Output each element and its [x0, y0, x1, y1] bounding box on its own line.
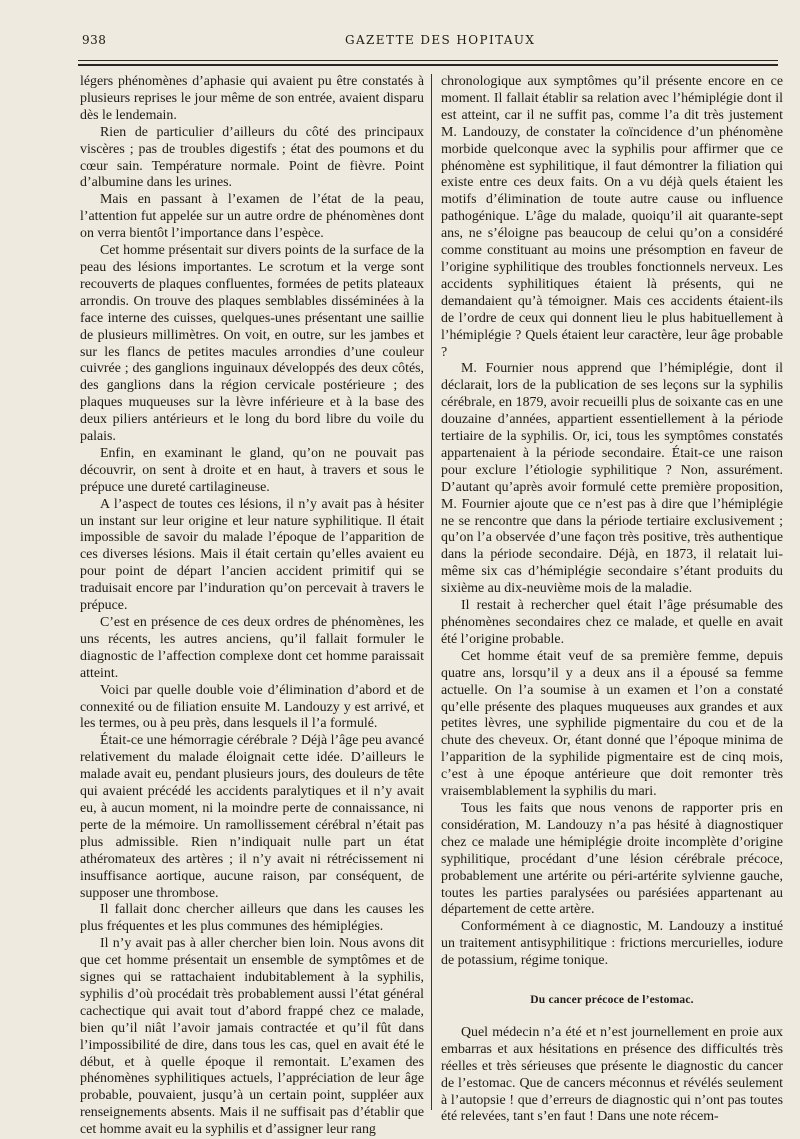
paragraph: légers phénomènes d’aphasie qui avaient pu être constatés à plusieurs reprises le jour même de son entrée, avaient disparu dès le lendemain. — [80, 74, 424, 123]
paragraph: Quel médecin n’a été et n’est journellement en proie aux embarras et aux hésitations en présence des difficultés très réelles et très sérieuses que présente le diagnostic du cancer de l’estomac. Que de cancers méconnus et révélés seulement à l’autopsie ! que d’erreurs de diagnostic qui n’ont pas toutes été relevées, tant s’en faut ! Dans une note récem- — [441, 1024, 783, 1125]
header-rule — [78, 60, 778, 61]
paragraph: Mais en passant à l’examen de l’état de la peau, l’attention fut appelée sur un autre ordre de phénomènes dont on verra bientôt l’importance dans l’espèce. — [80, 192, 424, 242]
paragraph: Cet homme présentait sur divers points de la surface de la peau des lésions importantes. Le scrotum et la verge sont recouverts de plaques confluentes, formées de petits plateaux arrondis. On trouve des plaques semblables disséminées à la face interne des cuisses, quelques-unes présentant une saillie de plusieurs millimètres. On voit, en outre, sur les jambes et sur les flancs de petites macules arrondies d’une couleur cuivrée ; des ganglions inguinaux développés des deux côtés, des ganglions dans la région cervicale postérieure ; des plaques muqueuses sur la lèvre inférieure et à la base des deux piliers antérieurs et le long du bord libre du voile du palais. — [80, 243, 424, 445]
paragraph: Il n’y avait pas à aller chercher bien loin. Nous avons dit que cet homme présentait un ensemble de symptômes et de signes qui se rattachaient indubitablement à la syphilis, syphilis d’où procédait très probablement aussi l’état général cachectique qui avait tout d’abord frappé chez ce malade, bien qu’il niât l’avoir jamais contractée et qu’il fût dans l’impossibilité de dire, dans tous les cas, quel en avait été le début, et à quelle époque il remontait. L’examen des phénomènes syphilitiques actuels, l’appréciation de leur âge probable, pouvaient, jusqu’à un certain point, suppléer aux renseignements absents. Mais il ne suffisait pas d’établir que cet homme avait eu la syphilis et d’assigner leur rang — [80, 936, 424, 1138]
paragraph: Enfin, en examinant le gland, qu’on ne pouvait pas découvrir, on sent à droite et en haut, à travers et sous le prépuce une dureté cartilagineuse. — [80, 445, 424, 495]
paragraph: M. Fournier nous apprend que l’hémiplégie, dont il déclarait, lors de la publication de ses leçons sur la syphilis cérébrale, en 1879, avoir recueilli plus de soixante cas en une douzaine d’années, appartient essentiellement à la période tertiaire de la syphilis. Or, ici, tous les symptômes constatés appartenaient à la période secondaire. Était-ce une raison pour exclure l’étiologie syphilitique ? Non, assurément. D’autant qu’après avoir formulé cette première proposition, M. Fournier ajoute que ce n’est pas à dire que l’hémiplégie ne se rencontre que dans la période tertiaire exclusivement ; qu’on l’a observée d’une façon très positive, très authentique dans la période secondaire. Déjà, en 1873, il relatait lui-même six cas d’hémiplégie secondaire s’étant produits du sixième au dix-neuvième mois de la maladie. — [441, 361, 783, 597]
paragraph: Conformément à ce diagnostic, M. Landouzy a institué un traitement antisyphilitique : frictions mercurielles, iodure de potassium, régime tonique. — [441, 919, 783, 969]
left-column — [80, 74, 424, 1139]
paragraph: Voici par quelle double voie d’élimination d’abord et de connexité ou de filiation ensuite M. Landouzy y est arrivé, et les termes, ou à peu près, dans lesquels il l’a formulé. — [80, 682, 424, 732]
paragraph: Il restait à rechercher quel était l’âge présumable des phénomènes secondaires chez ce malade, et quelle en avait été l’origine probable. — [441, 598, 783, 647]
paragraph: chronologique aux symptômes qu’il présente encore en ce moment. Il fallait établir sa relation avec l’hémiplégie dont il est atteint, car il ne suffit pas, comme l’a dit très justement M. Landouzy, de constater la coïncidence d’un phénomène morbide quelconque avec la syphilis pour affirmer que ce phénomène est syphilitique, il faut démontrer la filiation qui existe entre ces deux faits. On a vu déjà quels étaient les motifs d’élimination de toute autre cause ou influence pathogénique. L’âge du malade, quoiqu’il ait quarante-sept ans, ne s’éloigne pas beaucoup de celui qu’on a considéré comme constituant au moins une présomption en faveur de l’origine syphilitique des troubles fonctionnels nerveux. Les accidents syphilitiques étaient là présents, qui ne demandaient qu’à témoigner. Mais ces accidents étaient-ils de l’ordre de ceux qui donnent lieu le plus habituellement à l’hémiplégie ? Quels étaient leur caractère, leur âge probable ? — [441, 74, 783, 360]
section-heading: Du cancer précoce de l’estomac. — [530, 994, 694, 1007]
right-column — [441, 74, 783, 1126]
paragraph: C’est en présence de ces deux ordres de phénomènes, les uns récents, les autres anciens, qu’il fallait formuler le diagnostic de l’affection complexe dont cet homme paraissait atteint. — [80, 615, 424, 681]
paragraph: Cet homme était veuf de sa première femme, depuis quatre ans, lorsqu’il y a deux ans il a épousé sa femme actuelle. On l’a soumise à un examen et l’on a constaté qu’elle présente des plaques muqueuses aux grandes et aux petites lèvres, une syphilide pigmentaire du cou et de la chute des cheveux. Or, étant donné que l’époque minima de l’apparition de la syphilide pigmentaire est de cinq mois, c’est à une époque antérieure que doit remonter très vraisemblablement la syphilis du mari. — [441, 648, 783, 800]
page-number: 938 — [82, 33, 107, 47]
page-header — [0, 33, 800, 55]
paragraph: Rien de particulier d’ailleurs du côté des principaux viscères ; pas de troubles digestifs ; état des poumons et du cœur sain. Température normale. Point de fièvre. Point d’albumine dans les urines. — [80, 124, 424, 191]
paragraph: Était-ce une hémorragie cérébrale ? Déjà l’âge peu avancé relativement du malade éloignait cette idée. D’ailleurs le malade avait eu, pendant plusieurs jours, des douleurs de tête qui avaient précédé les accidents paralytiques et il n’y avait eu, à aucun moment, ni la moindre perte de connaissance, ni perte de la mémoire. Un ramollissement cérébral n’était pas plus admissible. Rien n’indiquait nulle part un état athéromateux des artères ; il n’y avait ni rétrécissement ni insuffisance aortique, aucune raison, par conséquent, de supposer une thrombose. — [80, 733, 424, 901]
paragraph: A l’aspect de toutes ces lésions, il n’y avait pas à hésiter un instant sur leur origine et leur nature syphilitique. Il était impossible de savoir du malade l’époque de l’apparition de ces diverses lésions. Mais il était certain qu’elles avaient eu pour point de départ l’ancien accident primitif qui se traduisait encore par l’induration qu’on percevait à travers le prépuce. — [80, 496, 424, 614]
column-divider — [431, 74, 432, 1110]
paragraph: Il fallait donc chercher ailleurs que dans les causes les plus fréquentes et les plus communes des hémiplégies. — [80, 902, 424, 935]
header-rule-thick — [78, 64, 778, 66]
journal-title: GAZETTE DES HOPITAUX — [345, 33, 536, 47]
paragraph: Tous les faits que nous venons de rapporter pris en considération, M. Landouzy n’a pas hésité à diagnostiquer chez ce malade une hémiplégie droite incomplète d’origine syphilitique, procédant d’une lésion cérébrale précoce, probablement une artérite ou péri-artérite sylvienne gauche, toutes les parties paralysées ou parésiées appartenant au département de cette artère. — [441, 800, 783, 918]
